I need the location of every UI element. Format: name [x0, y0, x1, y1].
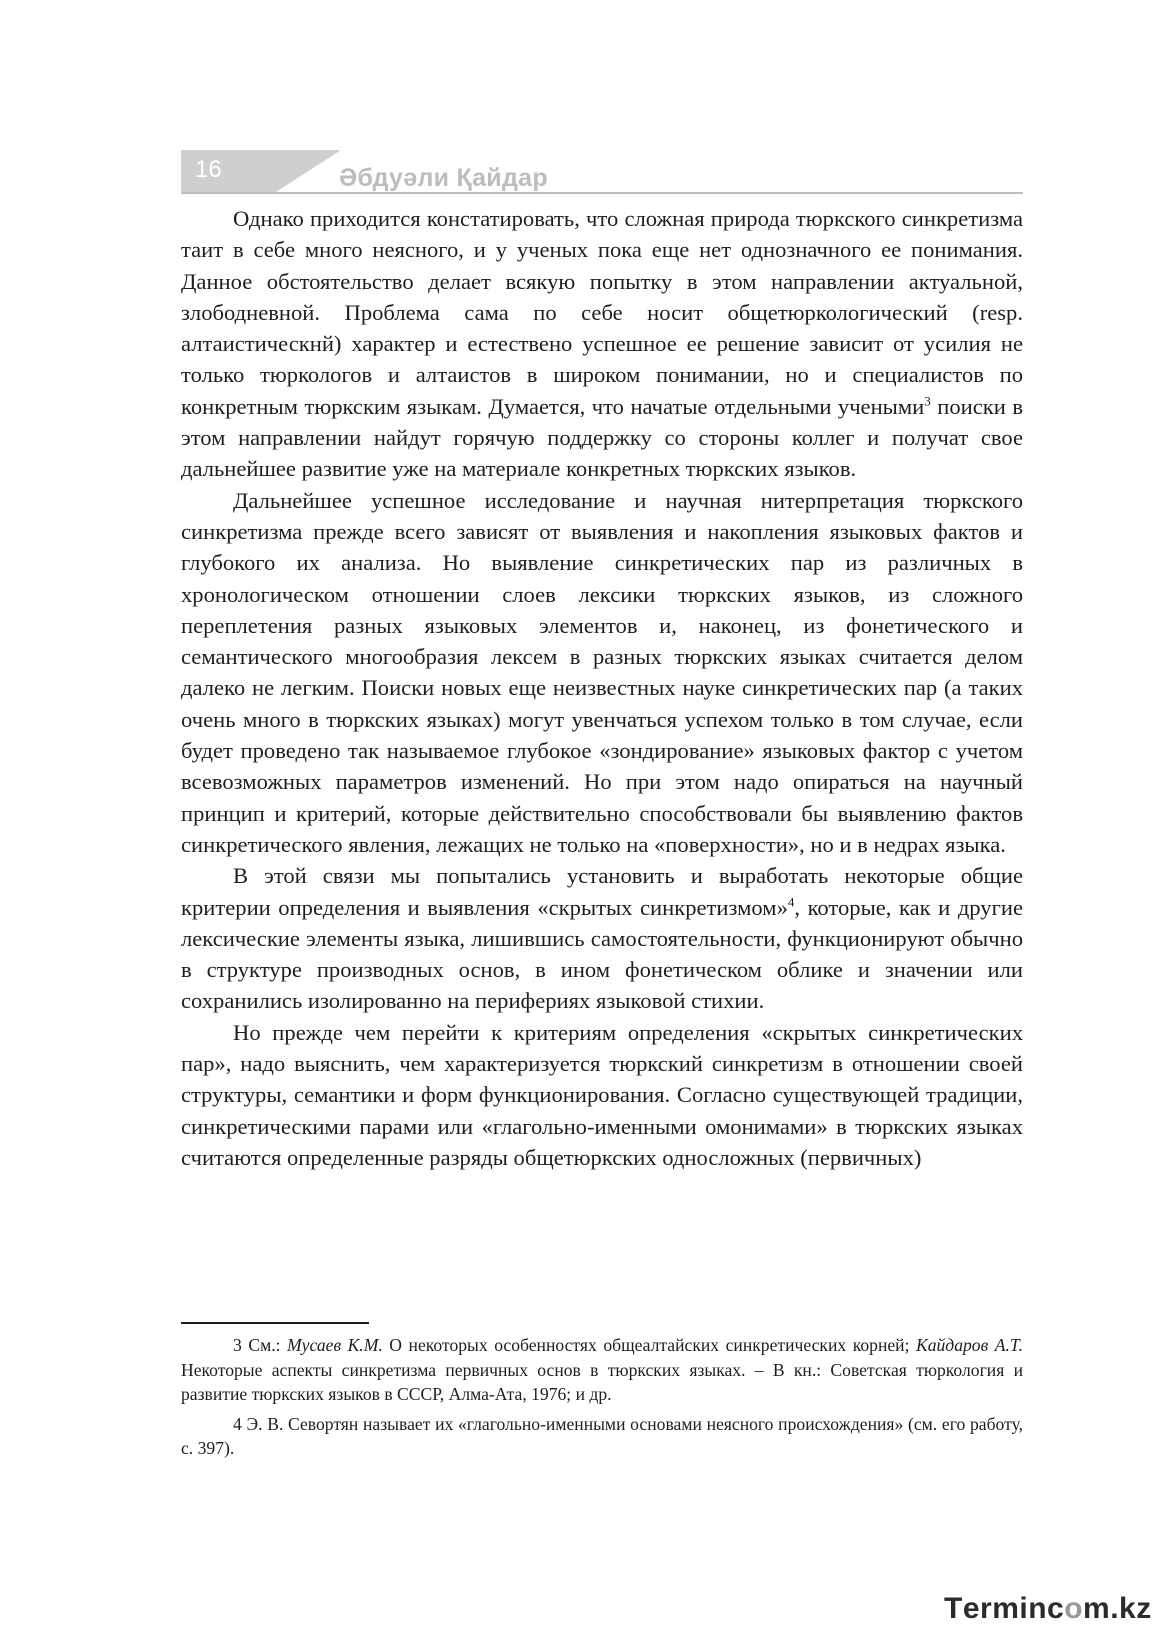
paragraph-3-text-b: , которые, как и другие лексические элементы языка, лишившись самостоятельности, функционируют обычно в структуре производных основ, в ином фонетическом облике и значении или сохранились изолированно на периферияx языковой стихии.: [181, 894, 1023, 1014]
footnotes: [181, 1333, 1023, 1466]
footnote-3-number: 3: [233, 1335, 242, 1355]
paragraph-1: [181, 203, 1023, 485]
page-number-tab-slant: [276, 150, 341, 192]
footnote-4-text: Э. В. Севортян называет их «глагольно-именными основами неясного происхождения» (см. его работу, с. 397).: [181, 1413, 1023, 1458]
watermark-text-1: erminc: [962, 1592, 1065, 1625]
main-text: [181, 203, 1023, 1173]
footnote-4-number: 4: [233, 1413, 242, 1434]
footnote-ref-3[interactable]: 3: [924, 393, 931, 409]
watermark-text-2: m.kz: [1083, 1592, 1152, 1625]
paragraph-1-text-a: Однако приходится констатировать, что сложная природа тюркского синкретизма таит в себе много неясного, и у ученых пока еще нет однозначного ее понимания. Данное обстоятельство делает всякую попытку в этом направлении актуальной, злободневной. Проблема сама по себе носит общетюркологический (resp. алтаистическнй) характер и естествено успешное ее решение зависит от усилия не только тюркологов и алтаистов в широком понимании, но и специалистов по конкретным тюркским языкам. Думается, что начатые отдельными учеными: [181, 206, 1023, 419]
footnote-4: [181, 1412, 1023, 1461]
paragraph-3: [181, 860, 1023, 1016]
paragraph-2: [181, 485, 1023, 861]
paragraph-3-text-a: В этой связи мы попытались установить и выработать некоторые общие критерии определения и выявления «скрытых синкретизмом»: [181, 863, 1023, 920]
paragraph-4: [181, 1017, 1023, 1173]
running-header: [181, 150, 1023, 196]
footnote-3-author-2: Кайдаров А.Т.: [916, 1335, 1023, 1355]
footnote-3-author-1: Мусаев К.М.: [287, 1335, 383, 1355]
footnote-3-text-1: О некоторых особенностях общеалтайских синкретических корней;: [382, 1335, 917, 1355]
footnote-ref-4[interactable]: 4: [787, 894, 795, 909]
footnote-3: [181, 1333, 1023, 1407]
paragraph-2-text: Дальнейшее успешное исследование и научная нитерпретация тюркского синкретизма прежде всего зависят от выявления и накопления языковых фактов и глубокого их анализа. Но выявление синкретических пар из различных в хронологическом отношении слоев лексики тюркских языков, из сложного переплетения разных языковых элементов и, наконец, из фонетического и семантического многообразия лексем в разных тюркских языках считается делом далеко не легким. Поиски новых еще неизвестных науке синкретических пар (а таких очень много в тюркских языках) могут увенчаться успехом только в том случае, если будет проведено так называемое глубокое «зондирование» языковых фактор с учетом всевозможных параметров изменений. Но при этом надо опираться на научный принцип и критерий, которые действительно способствовали бы выявлению фактов синкретического явления, лежащих не только на «поверхности», но и в недрах языка.: [181, 487, 1023, 857]
footnote-3-prefix: См.:: [241, 1335, 288, 1355]
header-rule: [181, 192, 1023, 194]
termincom-watermark: [944, 1592, 1152, 1626]
running-header-author: Әбдуәли Қайдар: [339, 164, 548, 192]
footnote-separator: [181, 1322, 369, 1324]
watermark-magnifier-o: o: [1064, 1592, 1084, 1625]
footnote-3-text-2: Некоторые аспекты синкретизма первичных основ в тюркских языках. – В кн.: Советская тюркология и развитие тюркских языков в СССР, Алма-Ата, 1976; и др.: [181, 1359, 1023, 1404]
paragraph-1-text-b: поиски в этом направлении найдут горячую поддержку со стороны коллег и получат свое дальнейшее развитие уже на материале конкретных тюркских языков.: [181, 393, 1023, 482]
paragraph-4-text: Но прежде чем перейти к критериям определения «скрытых синкретических пар», надо выяснить, чем характеризуется тюркский синкретизм в отношении своей структуры, семантики и форм функционирования. Согласно существующей традиции, синкретическими парами или «глагольно-именными омонимами» в тюркских языках считаются определенные разряды общетюркских односложных (первичных): [181, 1019, 1023, 1170]
watermark-t-letter: T: [944, 1592, 963, 1625]
page-number: 16: [195, 156, 222, 183]
